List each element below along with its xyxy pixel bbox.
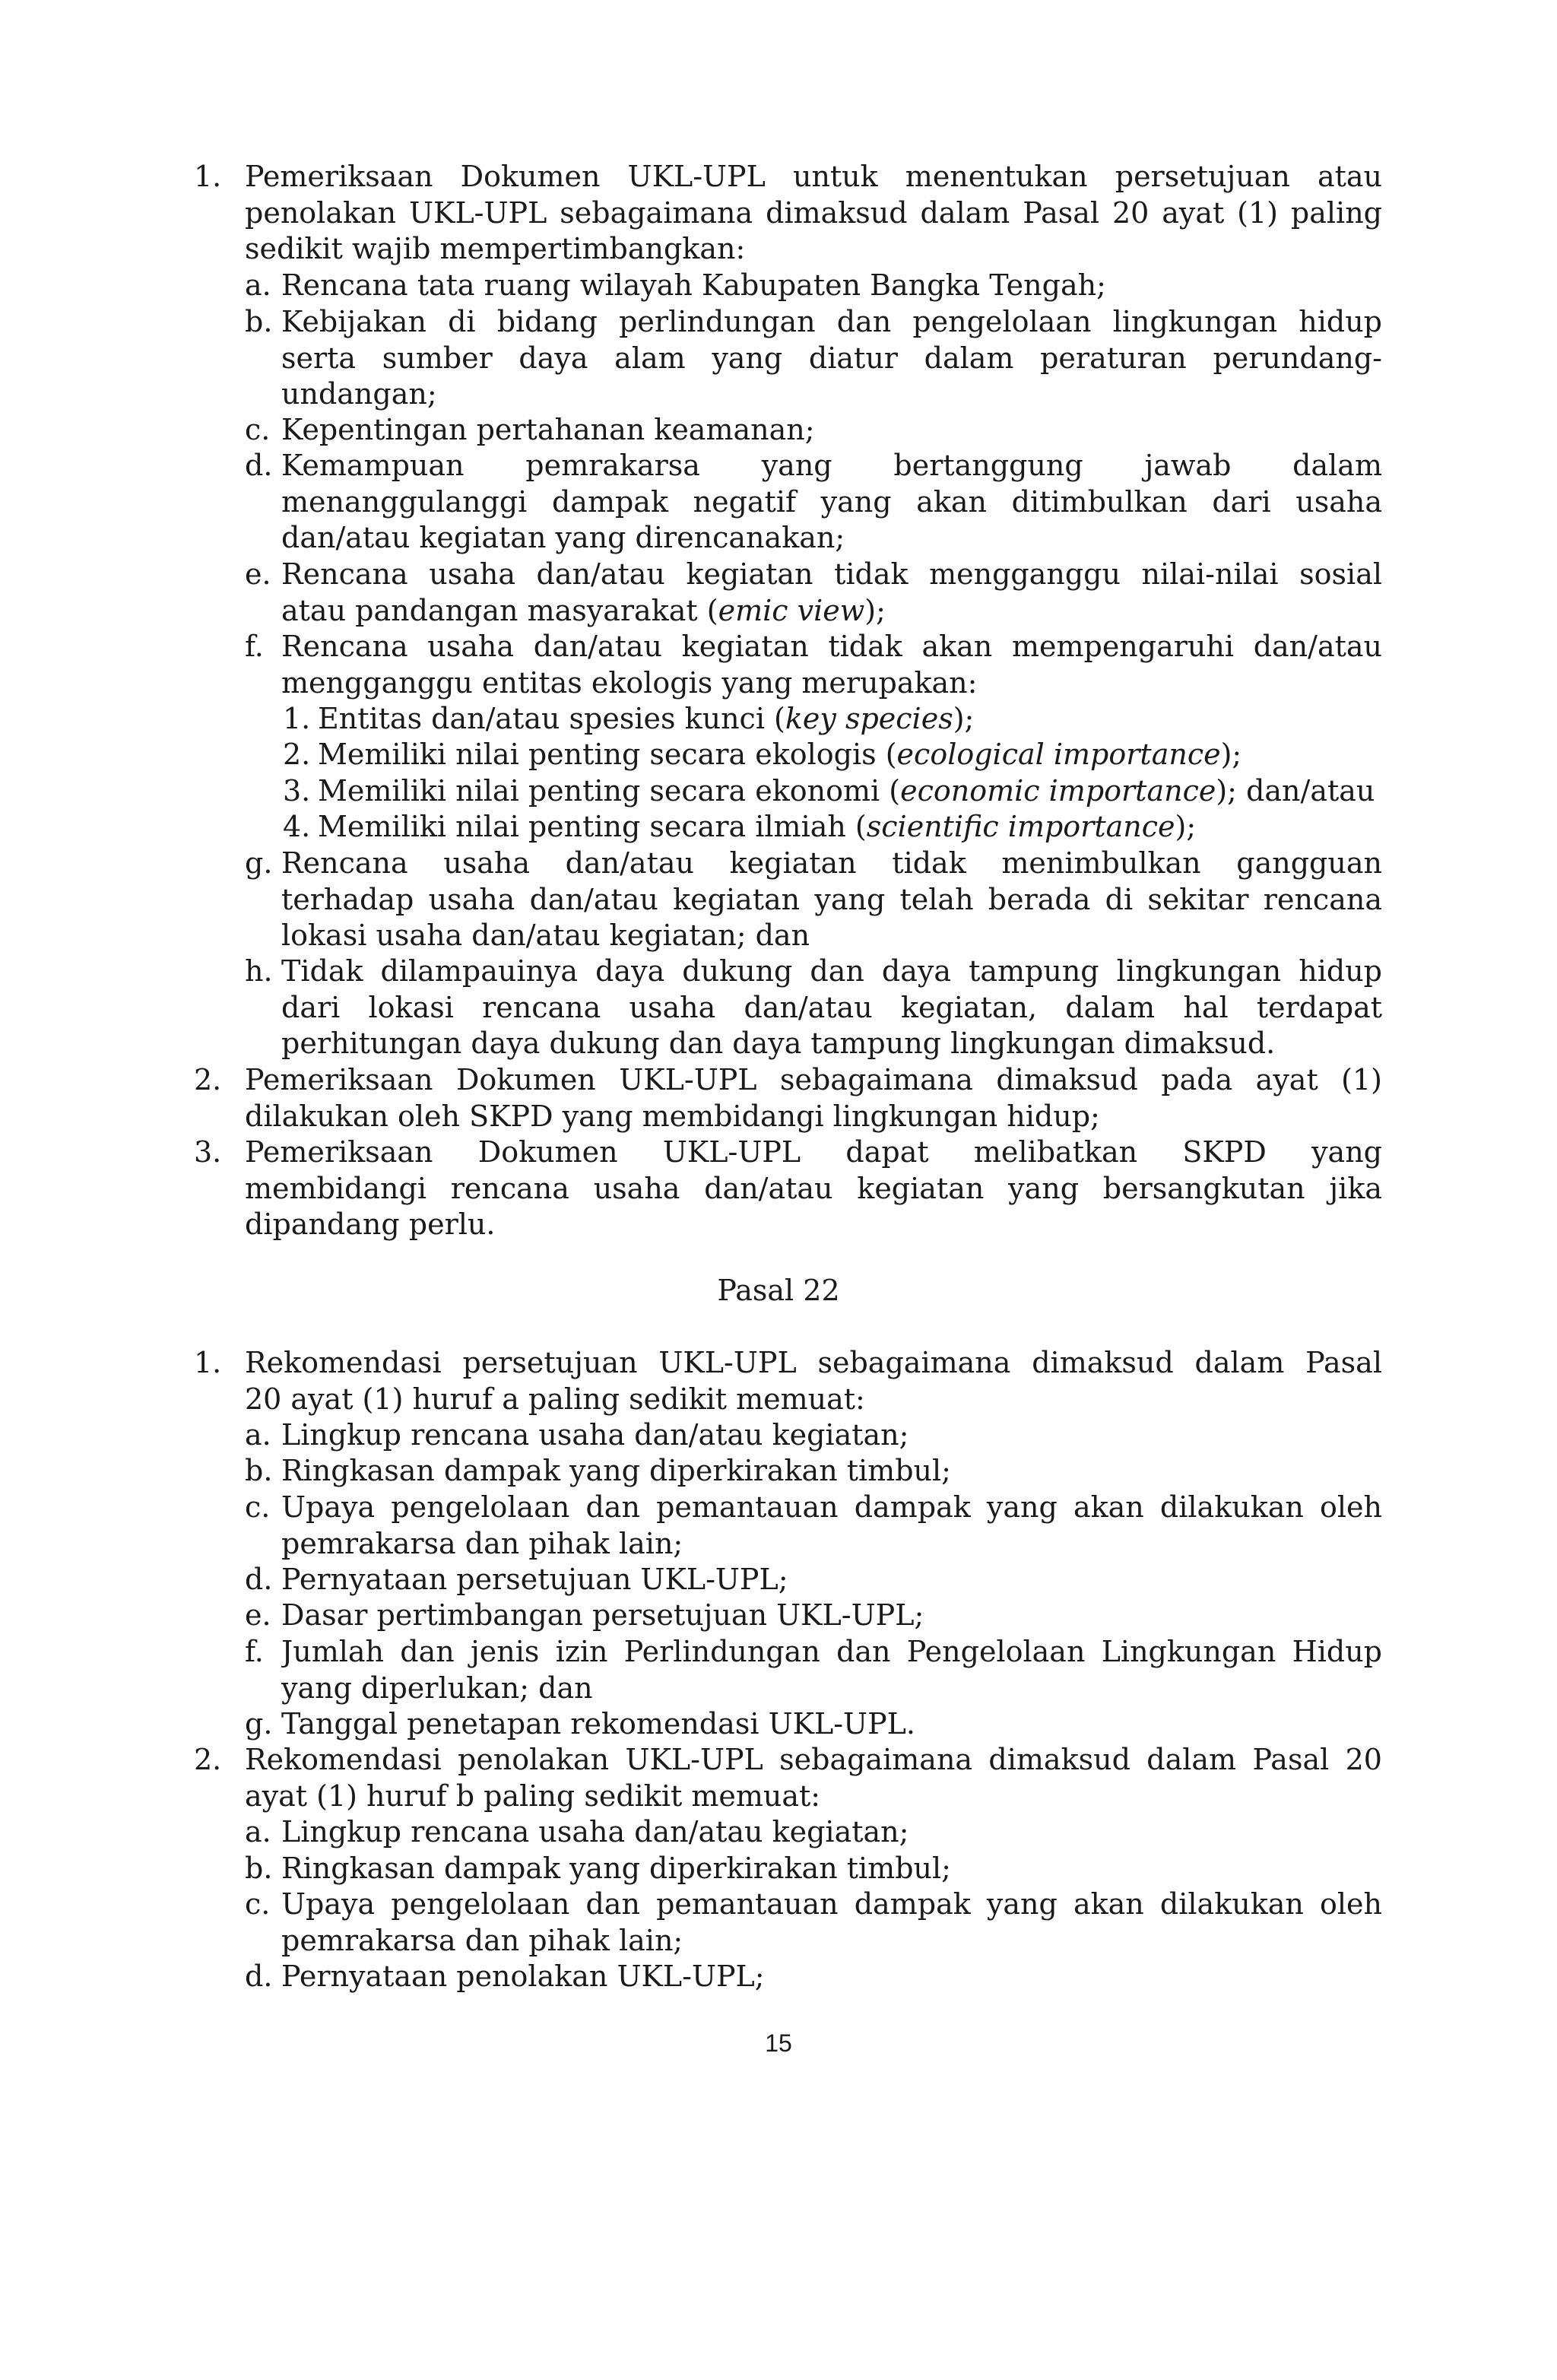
item-number-p1d: d.: [245, 1563, 273, 1596]
item-number-p1a: a.: [245, 1418, 271, 1452]
text-line-p1c-2: pemrakarsa dan pihak lain;: [281, 1526, 683, 1560]
text-line-s1f-1: Rencana usaha dan/atau kegiatan tidak akan mempengaruhi dan/atau: [281, 630, 1382, 663]
text-line-s2-1: Pemeriksaan Dokumen UKL-UPL sebagaimana dimaksud pada ayat (1): [245, 1063, 1382, 1096]
text-line-s2-2: dilakukan oleh SKPD yang membidangi lingkungan hidup;: [245, 1099, 1100, 1133]
item-number-s1f: f.: [245, 630, 264, 663]
item-number-s1a: a.: [245, 268, 271, 302]
item-number-s1e: e.: [245, 557, 271, 591]
text-line-s1h-3: perhitungan daya dukung dan daya tampung lingkungan dimaksud.: [281, 1027, 1276, 1060]
text-line-p1-1: Rekomendasi persetujuan UKL-UPL sebagaimana dimaksud dalam Pasal: [245, 1346, 1382, 1379]
text-line-s1b-3: undangan;: [281, 377, 437, 411]
item-number-s1d: d.: [245, 449, 273, 482]
item-number-s1c: c.: [245, 413, 271, 446]
item-number-s1f3: 3.: [283, 774, 311, 808]
text-line-s1f2-1: Memiliki nilai penting secara ekologis (ecological importance);: [318, 738, 1242, 771]
item-number-p2c: c.: [245, 1887, 271, 1921]
text-line-p2-2: ayat (1) huruf b paling sedikit memuat:: [245, 1779, 821, 1813]
text-line-s1b-1: Kebijakan di bidang perlindungan dan pengelolaan lingkungan hidup: [281, 305, 1382, 338]
text-line-s3-3: dipandang perlu.: [245, 1207, 496, 1241]
item-number-p1b: b.: [245, 1454, 273, 1487]
text-line-p2d-1: Pernyataan penolakan UKL-UPL;: [281, 1960, 765, 1993]
text-line-s1f-2: mengganggu entitas ekologis yang merupakan:: [281, 665, 978, 700]
text-line-s1d-2: menanggulanggi dampak negatif yang akan ditimbulkan dari usaha: [281, 484, 1382, 519]
text-line-p2b-1: Ringkasan dampak yang diperkirakan timbul;: [281, 1852, 951, 1885]
item-number-p1: 1.: [194, 1346, 222, 1379]
text-line-s3-2: membidangi rencana usaha dan/atau kegiatan yang bersangkutan jika: [245, 1171, 1382, 1205]
text-line-p2a-1: Lingkup rencana usaha dan/atau kegiatan;: [281, 1815, 909, 1848]
item-number-s1: 1.: [194, 160, 222, 193]
text-line-p2c-2: pemrakarsa dan pihak lain;: [281, 1923, 683, 1957]
text-line-s1f4-1: Memiliki nilai penting secara ilmiah (scientific importance);: [318, 810, 1197, 843]
text-line-s1e-1: Rencana usaha dan/atau kegiatan tidak mengganggu nilai-nilai sosial: [281, 557, 1382, 591]
text-line-s1b-2: serta sumber daya alam yang diatur dalam peraturan perundang-: [281, 341, 1382, 375]
text-line-p1a-1: Lingkup rencana usaha dan/atau kegiatan;: [281, 1418, 909, 1452]
text-line-s1-2: penolakan UKL-UPL sebagaimana dimaksud dalam Pasal 20 ayat (1) paling: [245, 195, 1382, 230]
item-number-s3: 3.: [194, 1135, 222, 1169]
text-line-s1g-1: Rencana usaha dan/atau kegiatan tidak menimbulkan gangguan: [281, 846, 1382, 880]
text-line-p2c-1: Upaya pengelolaan dan pemantauan dampak yang akan dilakukan oleh: [281, 1887, 1382, 1921]
item-number-s1f1: 1.: [283, 702, 311, 735]
section-heading: Pasal 22: [717, 1274, 840, 1307]
text-line-s1d-1: Kemampuan pemrakarsa yang bertanggung jawab dalam: [281, 449, 1382, 482]
text-line-p1f-2: yang diperlukan; dan: [281, 1671, 593, 1705]
text-line-s1d-3: dan/atau kegiatan yang direncanakan;: [281, 521, 845, 554]
text-line-p1-2: 20 ayat (1) huruf a paling sedikit memuat:: [245, 1382, 865, 1416]
item-number-s1h: h.: [245, 954, 273, 988]
item-number-s1g: g.: [245, 846, 273, 880]
text-line-s1h-1: Tidak dilampauinya daya dukung dan daya tampung lingkungan hidup: [281, 954, 1382, 988]
item-number-p2d: d.: [245, 1960, 273, 1993]
text-line-s1h-2: dari lokasi rencana usaha dan/atau kegiatan, dalam hal terdapat: [281, 990, 1382, 1024]
item-number-p1g: g.: [245, 1707, 273, 1741]
text-line-s1e-2: atau pandangan masyarakat (emic view);: [281, 593, 886, 627]
text-line-p1d-1: Pernyataan persetujuan UKL-UPL;: [281, 1563, 788, 1596]
item-number-p2b: b.: [245, 1852, 273, 1885]
item-number-s1b: b.: [245, 305, 273, 338]
text-line-p1f-1: Jumlah dan jenis izin Perlindungan dan Pengelolaan Lingkungan Hidup: [281, 1635, 1382, 1668]
item-number-s1f2: 2.: [283, 738, 311, 771]
text-line-s1-1: Pemeriksaan Dokumen UKL-UPL untuk menentukan persetujuan atau: [245, 160, 1382, 193]
item-number-p2a: a.: [245, 1815, 271, 1848]
item-number-p1c: c.: [245, 1490, 271, 1524]
text-line-s1f1-1: Entitas dan/atau spesies kunci (key species);: [318, 702, 975, 735]
text-line-p1g-1: Tanggal penetapan rekomendasi UKL-UPL.: [281, 1707, 915, 1741]
item-number-p1e: e.: [245, 1598, 271, 1632]
text-line-p1e-1: Dasar pertimbangan persetujuan UKL-UPL;: [281, 1598, 924, 1632]
page-number: 15: [765, 2029, 792, 2057]
text-line-s1g-2: terhadap usaha dan/atau kegiatan yang telah berada di sekitar rencana: [281, 882, 1382, 916]
text-line-p2-1: Rekomendasi penolakan UKL-UPL sebagaimana dimaksud dalam Pasal 20: [245, 1743, 1382, 1776]
text-line-s1g-3: lokasi usaha dan/atau kegiatan; dan: [281, 919, 810, 952]
item-number-p1f: f.: [245, 1635, 264, 1668]
text-line-s1f3-1: Memiliki nilai penting secara ekonomi (economic importance); dan/atau: [318, 774, 1375, 808]
text-line-s3-1: Pemeriksaan Dokumen UKL-UPL dapat melibatkan SKPD yang: [245, 1135, 1382, 1169]
text-line-s1c-1: Kepentingan pertahanan keamanan;: [281, 413, 815, 446]
text-line-p1b-1: Ringkasan dampak yang diperkirakan timbul;: [281, 1454, 951, 1487]
text-line-p1c-1: Upaya pengelolaan dan pemantauan dampak yang akan dilakukan oleh: [281, 1490, 1382, 1524]
item-number-s2: 2.: [194, 1063, 222, 1096]
text-line-s1a-1: Rencana tata ruang wilayah Kabupaten Bangka Tengah;: [281, 268, 1106, 302]
text-line-s1-3: sedikit wajib mempertimbangkan:: [245, 232, 746, 265]
item-number-p2: 2.: [194, 1743, 222, 1776]
item-number-s1f4: 4.: [283, 810, 311, 843]
